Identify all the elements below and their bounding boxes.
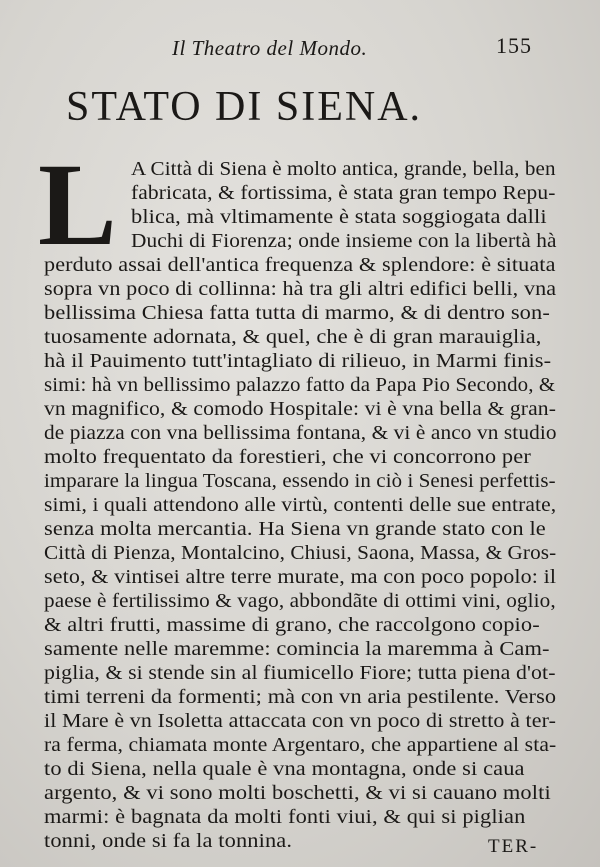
text-line: vn magnifico, & comodo Hospitale: vi è vna bella & gran- <box>44 399 557 420</box>
text-line: & altri frutti, massime di grano, che raccolgono copio- <box>44 615 540 636</box>
drop-cap-initial: L <box>38 139 117 270</box>
text-line: de piazza con vna bellissima fontana, & vi è anco vn studio <box>44 423 557 444</box>
text-line: seto, & vintisei altre terre murate, ma con poco popolo: il <box>44 567 557 588</box>
text-line: molto frequentato da forestieri, che vi concorrono per <box>44 447 531 468</box>
text-line: marmi: è bagnata da molti fonti viui, & qui si piglian <box>44 807 526 828</box>
text-line: ra ferma, chiamata monte Argentaro, che appartiene al sta- <box>44 735 557 756</box>
text-line: sopra vn poco di collinna: hà tra gli altri edifici belli, vna <box>44 279 557 300</box>
page-number: 155 <box>496 33 532 58</box>
text-line: imparare la lingua Toscana, essendo in ciò i Senesi perfettis- <box>44 471 556 492</box>
text-line: bellissima Chiesa fatta tutta di marmo, & di dentro son- <box>44 303 550 324</box>
catchword: TER- <box>488 836 539 857</box>
text-line: perduto assai dell'antica frequenza & splendore: è situata <box>44 255 556 276</box>
text-line: fabricata, & fortissima, è stata gran tempo Repu- <box>131 183 556 204</box>
text-line: piglia, & si stende sin al fiumicello Fiore; tutta piena d'ot- <box>44 663 556 684</box>
text-line: senza molta mercantia. Ha Siena vn grande stato con le <box>44 519 546 540</box>
text-line: simi, i quali attendono alle virtù, contenti delle sue entrate, <box>44 495 557 516</box>
text-line: argento, & vi sono molti boschetti, & vi si cauano molti <box>44 783 551 804</box>
text-line: tonni, onde si fa la tonnina. <box>44 831 293 852</box>
text-line: paese è fertilissimo & vago, abbondãte di ottimi vini, oglio, <box>44 591 556 612</box>
text-line: samente nelle maremme: comincia la maremma à Cam- <box>44 639 550 660</box>
running-title: Il Theatro del Mondo. <box>172 36 368 60</box>
page-title: STATO DI SIENA. <box>66 84 423 130</box>
text-line: timi terreni da formenti; mà con vn aria pestilente. Verso <box>44 687 557 708</box>
text-line: simi: hà vn bellissimo palazzo fatto da Papa Pio Secondo, & <box>44 375 556 396</box>
text-line: blica, mà vltimamente è stata soggiogata dalli <box>131 207 547 228</box>
text-line: Duchi di Fiorenza; onde insieme con la libertà hà <box>131 231 557 252</box>
text-line: to di Siena, nella quale è vna montagna, onde si caua <box>44 759 525 780</box>
text-line: hà il Pauimento tutt'intagliato di rilieuo, in Marmi finis- <box>44 351 552 372</box>
text-line: tuosamente adornata, & quel, che è di gran marauiglia, <box>44 327 542 348</box>
text-line: A Città di Siena è molto antica, grande, bella, ben <box>131 159 556 180</box>
text-line: Città di Pienza, Montalcino, Chiusi, Saona, Massa, & Gros- <box>44 543 557 564</box>
text-line: il Mare è vn Isoletta attaccata con vn poco di stretto à ter- <box>44 711 556 732</box>
